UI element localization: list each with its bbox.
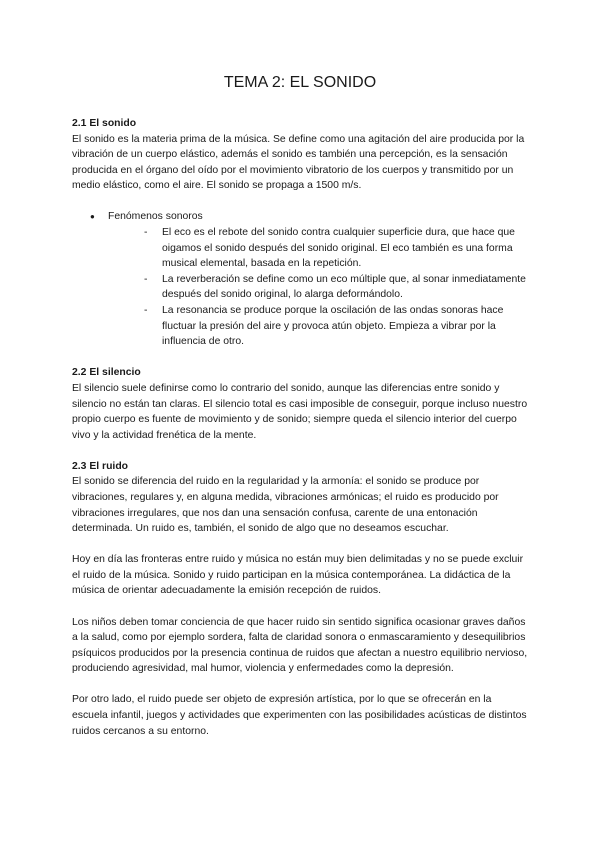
spacer: [72, 537, 530, 553]
dash-item-text: El eco es el rebote del sonido contra cualquier superficie dura, que hace que oigamos el sonido después del sonido original. El eco también es una forma musical elemental, basada en la repetición.: [162, 227, 515, 270]
bullet-item-fenomenos: [72, 209, 530, 349]
dash-item-text: La reverberación se define como un eco múltiple que, al sonar inmediatamente después del sonido original, lo alarga deformándolo.: [162, 273, 526, 301]
page-title: TEMA 2: EL SONIDO: [223, 74, 377, 91]
bullet-label: Fenómenos sonoros: [108, 211, 203, 223]
spacer: [72, 443, 530, 459]
paragraph-ruido-3: Los niños deben tomar conciencia de que hacer ruido sin sentido significa ocasionar graves daños a la salud, como por ejemplo sordera, falta de claridad sonora o enmascaramiento y desequilibrios psíquicos producidos por la presencia continua de ruidos que afectan a nuestro equilibrio nervioso, produciendo agresividad, mal humor, violencia y enfermedades como la depresión.: [72, 616, 528, 675]
bullet-dot-icon: ●: [90, 212, 95, 222]
dash-marker: -: [144, 227, 148, 239]
dash-marker: -: [144, 273, 148, 285]
bullet-list: [72, 209, 530, 349]
dash-item-reverberacion: [90, 272, 530, 303]
paragraph-ruido-1: El sonido se diferencia del ruido en la regularidad y la armonía: el sonido se produce por vibraciones, regulares y, en alguna medida, vibraciones armónicas; el ruido es producido por vibraciones irregulares, que nos dan una sensación confusa, carente de una entonación determinada. Un ruido es, también, el sonido de algo que no deseamos escuchar.: [72, 476, 499, 535]
section-heading-sonido: 2.1 El sonido: [72, 118, 137, 129]
section-heading-silencio: 2.2 El silencio: [72, 367, 141, 379]
spacer: [72, 677, 530, 693]
paragraph-ruido-4: Por otro lado, el ruido puede ser objeto de expresión artística, por lo que se ofrecerán en la escuela infantil, juegos y actividades que experimenten con las posibilidades acústicas de distintos ruidos cercanos a su entorno.: [72, 694, 527, 737]
section-heading-ruido: 2.3 El ruido: [72, 460, 129, 472]
paragraph-ruido-2: Hoy en día las fronteras entre ruido y música no están muy bien delimitadas y no se puede excluir el ruido de la música. Sonido y ruido participan en la música contemporánea. La didáctica de la música de orientar adecuadamente la emisión recepción de ruidos.: [72, 554, 524, 597]
document-body: [72, 116, 530, 739]
dash-item-text: La resonancia se produce porque la oscilación de las ondas sonoras hace fluctuar la presión del aire y provoca atún objeto. Empieza a vibrar por la influencia de otro.: [162, 305, 504, 348]
paragraph-sonido: El sonido es la materia prima de la música. Se define como una agitación del aire producida por la vibración de un cuerpo elástico, además el sonido es también una percepción, es la sensación producida en el órgano del oído por el movimiento vibratorio de los cuerpos y transmitido por un medio elástico, como el aire. El sonido se propaga a 1500 m/s.: [72, 133, 525, 192]
dash-item-resonancia: [90, 303, 530, 350]
spacer: [72, 599, 530, 615]
dash-item-eco: [90, 225, 530, 272]
spacer: [72, 194, 530, 210]
dash-list: [90, 225, 530, 350]
paragraph-silencio: El silencio suele definirse como lo contrario del sonido, aunque las diferencias entre sonido y silencio no están tan claras. El silencio total es casi imposible de conseguir, porque incluso nuestro propio cuerpo es fuente de movimiento y de sonido; siempre queda el silencio interior del cuerpo vivo y la actividad frenética de la mente.: [72, 382, 528, 441]
spacer: [72, 350, 530, 366]
dash-marker: -: [144, 305, 148, 317]
